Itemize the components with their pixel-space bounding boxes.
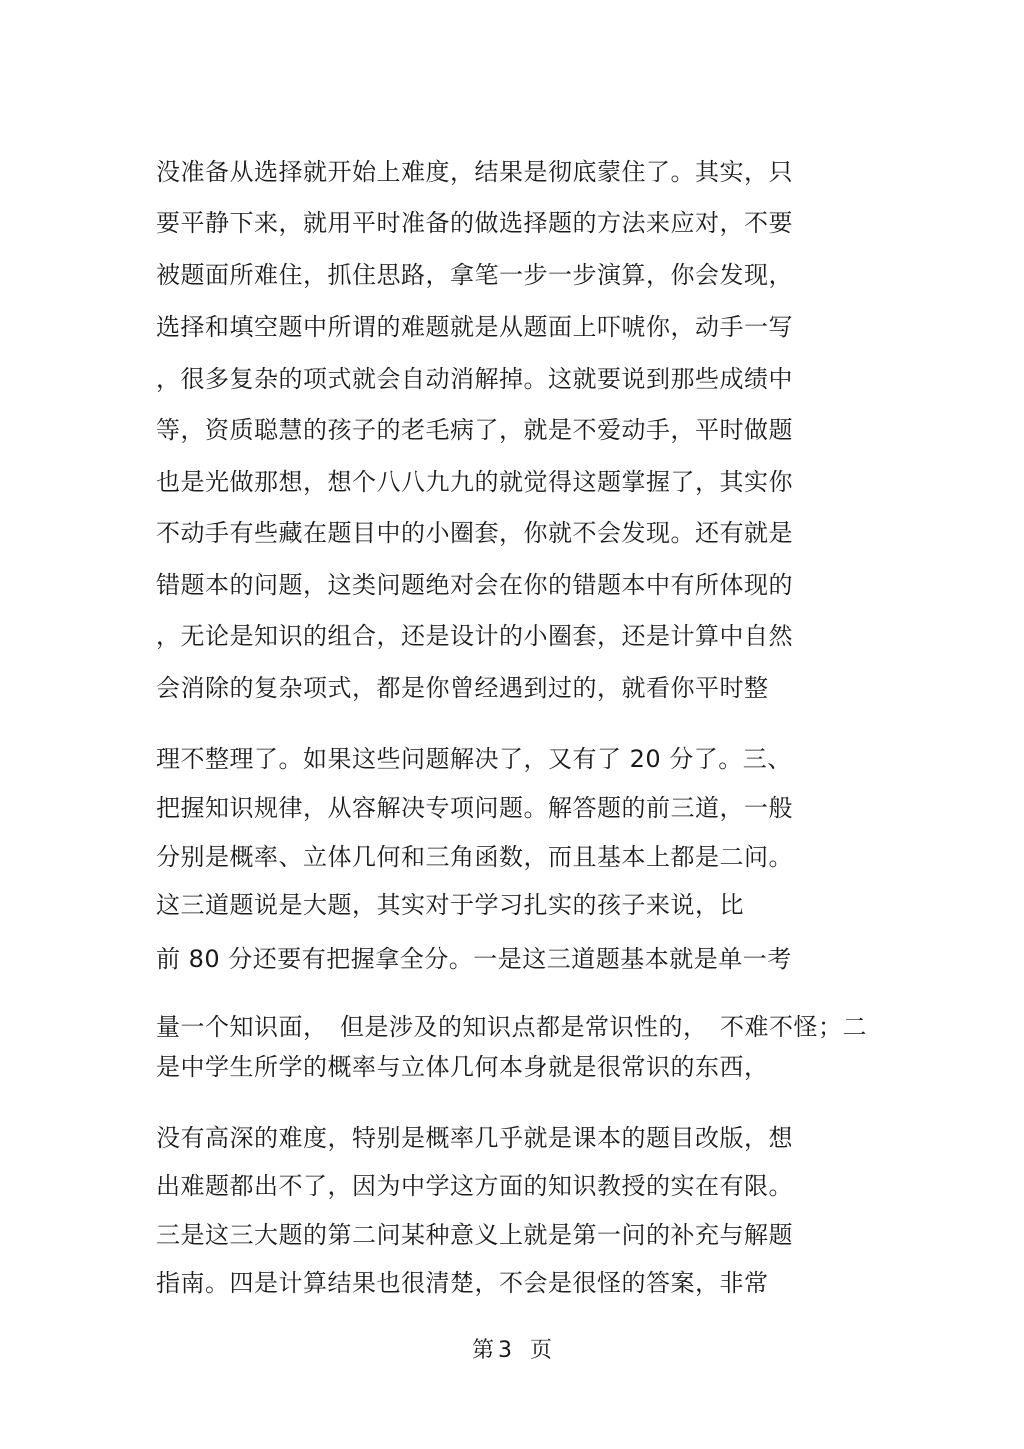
text-line: 等，资质聪慧的孩子的老毛病了，就是不爱动手，平时做题 bbox=[156, 416, 793, 444]
text-line: ，很多复杂的项式就会自动消解掉。这就要说到那些成绩中 bbox=[156, 365, 793, 393]
text-line: 被题面所难住，抓住思路，拿笔一步一步演算，你会发现， bbox=[156, 261, 793, 289]
footer-prefix: 第 bbox=[471, 1338, 494, 1363]
footer-suffix: 页 bbox=[530, 1338, 553, 1363]
text-line: 不动手有些藏在题目中的小圈套，你就不会发现。还有就是 bbox=[156, 519, 793, 547]
text-line: 分别是概率、立体几何和三角函数，而且基本上都是二问。 bbox=[156, 843, 793, 871]
text-line: 出难题都出不了，因为中学这方面的知识教授的实在有限。 bbox=[156, 1172, 793, 1200]
text-line: 要平静下来，就用平时准备的做选择题的方法来应对，不要 bbox=[156, 209, 793, 237]
text-line: 选择和填空题中所谓的难题就是从题面上吓唬你，动手一写 bbox=[156, 313, 793, 341]
text-line: 量一个知识面， 但是涉及的知识点都是常识性的， 不难不怪；二 bbox=[156, 1013, 867, 1041]
text-line: 没准备从选择就开始上难度，结果是彻底蒙住了。其实，只 bbox=[156, 158, 793, 186]
text-line: 前 80 分还要有把握拿全分。一是这三道题基本就是单一考 bbox=[156, 945, 792, 973]
text-line: 是中学生所学的概率与立体几何本身就是很常识的东西， bbox=[156, 1053, 769, 1081]
text-line: 没有高深的难度，特别是概率几乎就是课本的题目改版，想 bbox=[156, 1124, 793, 1152]
text-line: 这三道题说是大题，其实对于学习扎实的孩子来说，比 bbox=[156, 891, 744, 919]
text-line: 指南。四是计算结果也很清楚，不会是很怪的答案，非常 bbox=[156, 1269, 769, 1297]
page-footer bbox=[0, 1337, 1024, 1365]
text-line: 会消除的复杂项式，都是你曾经遇到过的，就看你平时整 bbox=[156, 674, 769, 702]
text-line: ，无论是知识的组合，还是设计的小圈套，还是计算中自然 bbox=[156, 622, 793, 650]
text-line: 把握知识规律，从容解决专项问题。解答题的前三道，一般 bbox=[156, 794, 793, 822]
text-line: 理不整理了。如果这些问题解决了，又有了 20 分了。三、 bbox=[156, 745, 792, 773]
text-line: 三是这三大题的第二问某种意义上就是第一问的补充与解题 bbox=[156, 1221, 793, 1249]
text-line: 也是光做那想，想个八八九九的就觉得这题掌握了，其实你 bbox=[156, 468, 793, 496]
page-number: 3 bbox=[498, 1338, 512, 1363]
text-line: 错题本的问题，这类问题绝对会在你的错题本中有所体现的 bbox=[156, 571, 793, 599]
